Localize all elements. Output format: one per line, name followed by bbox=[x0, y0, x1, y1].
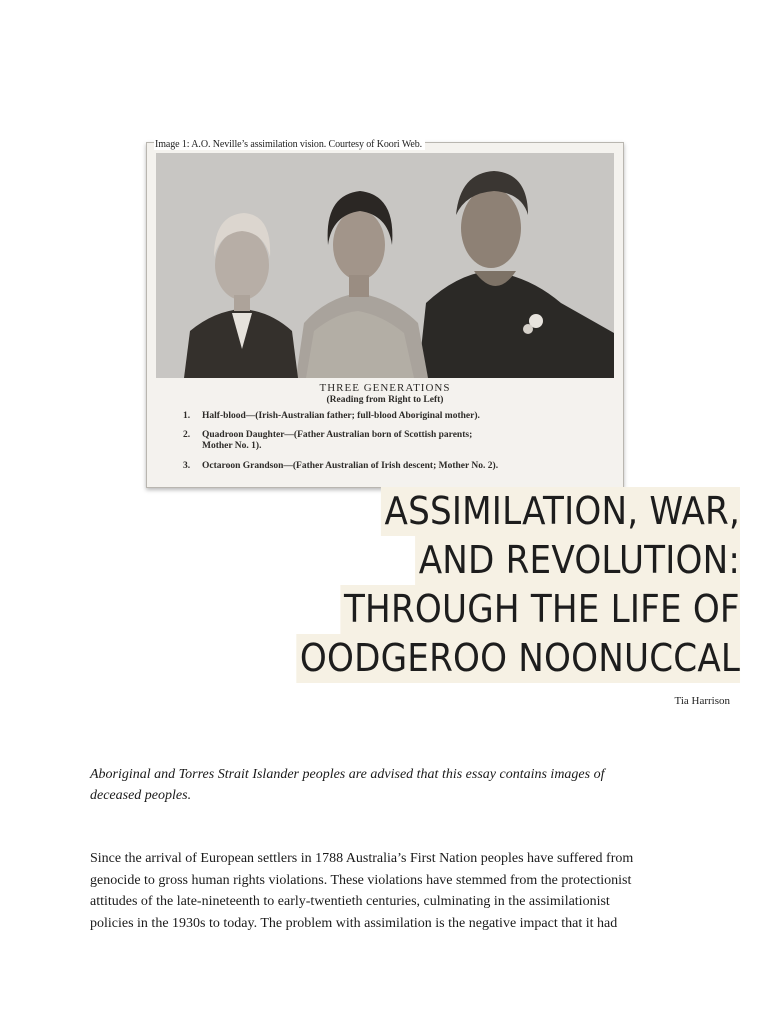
figure-heading: THREE GENERATIONS bbox=[319, 382, 451, 394]
figure-item-text: Octaroon Grandson—(Father Australian of Irish descent; Mother No. 2). bbox=[202, 461, 499, 471]
warning-line: deceased peoples. bbox=[90, 788, 192, 803]
three-generations-photo bbox=[156, 153, 614, 378]
figure-item-text: Half-blood—(Irish-Australian father; full-blood Aboriginal mother). bbox=[202, 411, 480, 421]
figure-caption-block bbox=[147, 378, 623, 487]
figure-list-item bbox=[183, 411, 480, 422]
body-line: Since the arrival of European settlers in 1788 Australia’s First Nation peoples have suffered from bbox=[90, 851, 634, 866]
body-line: attitudes of the late-nineteenth to early-twentieth centuries, culminating in the assimilationist bbox=[90, 894, 610, 909]
title-line: AND REVOLUTION: bbox=[415, 536, 740, 585]
warning-line: Aboriginal and Torres Strait Islander peoples are advised that this essay contains images of bbox=[90, 767, 605, 782]
body-paragraph bbox=[90, 848, 690, 934]
figure-list-item bbox=[183, 461, 498, 472]
image-caption: Image 1: A.O. Neville’s assimilation vision. Courtesy of Koori Web. bbox=[154, 139, 425, 150]
figure-list-item bbox=[183, 430, 472, 452]
figure-item-number: 2. bbox=[183, 430, 191, 440]
cultural-warning bbox=[90, 764, 690, 806]
figure-item-continuation: Mother No. 1). bbox=[202, 441, 262, 451]
figure-item-text: Quadroon Daughter—(Father Australian born of Scottish parents; bbox=[202, 430, 473, 440]
photo-illustration bbox=[156, 153, 614, 378]
figure-item-number: 1. bbox=[183, 411, 191, 421]
figure-image bbox=[146, 142, 624, 488]
body-line: genocide to gross human rights violations. These violations have stemmed from the protectionist bbox=[90, 872, 632, 888]
body-line: policies in the 1930s to today. The problem with assimilation is the negative impact that it had bbox=[90, 915, 618, 931]
title-line: ASSIMILATION, WAR, bbox=[381, 487, 740, 536]
title-line: OODGEROO NOONUCCAL bbox=[296, 634, 740, 683]
author-name: Tia Harrison bbox=[674, 695, 730, 707]
figure-subheading: (Reading from Right to Left) bbox=[326, 395, 444, 405]
figure-item-number: 3. bbox=[183, 461, 191, 471]
title-line: THROUGH THE LIFE OF bbox=[341, 585, 740, 634]
essay-title bbox=[247, 487, 740, 683]
